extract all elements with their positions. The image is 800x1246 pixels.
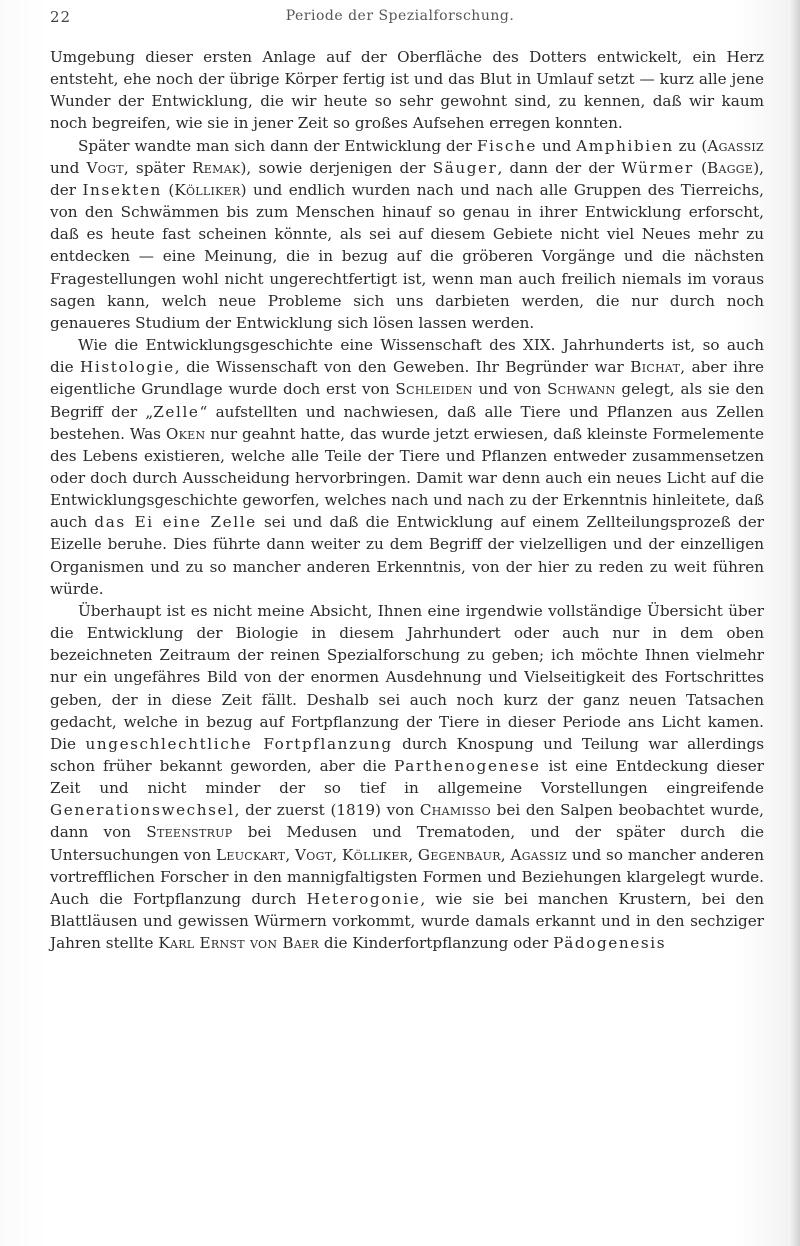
text-run: , der zuerst (1819) von <box>234 801 420 820</box>
author-name: Bagge <box>707 158 754 177</box>
text-run: ), sowie derjenigen der <box>240 158 433 177</box>
text-run: ist eine Entdeckung dieser Zeit und nicht minder der so tief in allgemeine Vorstellungen eingreifende <box>50 757 765 798</box>
author-name: Chamisso <box>419 801 491 820</box>
emphasized-term: Generationswechsel <box>50 801 235 820</box>
text-run: , dann der der <box>497 158 622 177</box>
paragraph <box>50 334 764 600</box>
author-name: Kölliker <box>341 845 409 864</box>
author-name: Steenstrup <box>146 823 233 842</box>
author-name: Kölliker <box>174 180 241 199</box>
emphasized-term: Heterogonie <box>306 889 421 908</box>
emphasized-term: Pädogenesis <box>553 934 667 953</box>
text-run: , wie sie bei manchen Krustern, bei den Blattläusen und gewissen Würmern vorkommt, wurde damals erkannt und in den sechziger Jahren stellte <box>50 889 765 953</box>
text-run: und so mancher anderen vortrefflichen Forscher in den mannigfaltigsten Formen und Beziehungen klargelegt wurde. Auch die Fortpflanzung durch <box>50 845 764 908</box>
text-run: , später <box>123 158 193 177</box>
running-head: Periode der Spezialforschung. <box>285 8 515 24</box>
emphasized-term: Insekten <box>82 180 162 199</box>
text-run: “ aufstellten und nachwiesen, daß alle Tiere und Pflanzen aus Zellen bestehen. Was <box>50 402 764 443</box>
paragraph <box>50 600 764 955</box>
text-run: gelegt, als sie den Begriff der „ <box>50 380 764 421</box>
text-run: bei Medusen und Trematoden, und der später durch die Untersuchungen von <box>50 823 764 864</box>
author-name: Agassiz <box>707 136 764 155</box>
text-run: und <box>537 136 577 155</box>
emphasized-term: das Ei eine Zelle <box>94 513 257 532</box>
author-name: Vogt <box>295 845 333 864</box>
text-run: ( <box>693 158 708 177</box>
text-run: Wie die Entwicklungsgeschichte eine Wissenschaft des XIX. Jahrhunderts ist, so auch die <box>50 336 764 377</box>
text-run: Umgebung dieser ersten Anlage auf der Oberfläche des Dotters entwickelt, ein Herz entsteht, ehe noch der übrige Körper fertig ist und das Blut in Umlauf setzt — kurz alle jene Wunder der Entwicklung, die wir heute so sehr gewohnt sind, zu kennen, daß wir kaum noch begreifen, wie sie in jener Zeit so großes Aufsehen erregen konnten. <box>50 48 764 133</box>
text-run: zu ( <box>673 136 708 155</box>
text-run: , <box>408 845 418 864</box>
text-run: durch Knospung und Teilung war allerdings schon früher bekannt geworden, aber die <box>50 734 764 775</box>
body-text <box>50 46 764 954</box>
emphasized-term: Zelle <box>153 402 200 421</box>
emphasized-term: Fische <box>476 136 538 155</box>
emphasized-term: ungeschlechtliche Fortpflanzung <box>85 734 393 753</box>
text-run: bei den Salpen beobachtet wurde, dann von <box>50 801 764 842</box>
text-run: und <box>50 158 87 177</box>
page-number: 22 <box>50 8 72 26</box>
paragraph <box>50 135 764 334</box>
author-name: Schleiden <box>395 380 473 399</box>
author-name: Schwann <box>547 380 616 399</box>
text-run: nur geahnt hatte, das wurde jetzt erwiesen, daß kleinste Formelemente des Lebens existieren, welche alle Teile der Tiere und Pflanzen entweder zusammensetzen oder doch durch Ausscheidung hervorbringen. Damit war denn auch ein neues Licht auf die Entwicklungsgeschichte geworfen, welches nach und nach zu der Erkenntnis hinleitete, daß auch <box>50 424 764 532</box>
text-run: und von <box>472 380 548 399</box>
text-run: Später wandte man sich dann der Entwicklung der <box>78 136 477 155</box>
author-name: Agassiz <box>510 845 568 864</box>
author-name: Leuckart <box>216 845 286 864</box>
emphasized-term: Histologie <box>80 358 175 377</box>
text-run: , <box>285 845 296 864</box>
page-edge-shadow <box>788 0 800 1246</box>
text-run: Überhaupt ist es nicht meine Absicht, Ihnen eine irgendwie vollständige Übersicht über die Entwicklung der Biologie in diesem Jahrhundert oder auch nur in dem oben bezeichneten Zeitraum der reinen Spezialforschung zu geben; ich möchte Ihnen vielmehr nur ein ungefähres Bild von der enormen Ausdehnung und Vielseitigkeit des Fortschrittes geben, der in diese Zeit fällt. Deshalb sei auch noch kurz der ganz neuen Tatsachen gedacht, welche in bezug auf Fortpflanzung der Tiere in dieser Periode ans Licht kamen. Die <box>50 601 764 753</box>
text-run: ) und endlich wurden nach und nach alle Gruppen des Tierreichs, von den Schwämmen bis zum Menschen hinauf so genau in ihrer Entwicklung erforscht, daß es heute fast scheinen könnte, als sei auf diesem Gebiete nicht viel Neues mehr zu entdecken — eine Meinung, die in bezug auf die gröberen Vorgänge und die nächsten Fragestellungen wohl nicht ungerechtfertigt ist, wenn man auch freilich niemals im voraus sagen kann, welch neue Probleme sich uns darbieten werden, die nur durch noch genaueres Studium der Entwicklung sich lösen lassen werden. <box>50 180 764 332</box>
emphasized-term: Parthenogenese <box>394 757 541 775</box>
text-run: , die Wissenschaft von den Geweben. Ihr Begründer war <box>174 358 631 377</box>
author-name: Gegenbaur <box>417 845 501 864</box>
text-run: ( <box>161 180 175 199</box>
paragraph <box>50 46 764 135</box>
emphasized-term: Würmer <box>621 158 694 177</box>
author-name: Oken <box>165 424 206 443</box>
author-name: Karl Ernst von Baer <box>158 934 320 953</box>
emphasized-term: Amphibien <box>576 136 674 155</box>
text-run: ), der <box>50 158 764 199</box>
author-name: Remak <box>192 158 241 177</box>
author-name: Vogt <box>86 158 124 177</box>
author-name: Bichat <box>630 358 681 377</box>
emphasized-term: Säuger <box>432 158 498 177</box>
text-run: sei und daß die Entwicklung auf einem Zellteilungsprozeß der Eizelle beruhe. Dies führte dann weiter zu dem Begriff der vielzelligen und der einzelligen Organismen und zu so mancher anderen Erkenntnis, von der hier zu reden zu weit führen würde. <box>50 513 765 598</box>
text-run: , aber ihre eigentliche Grundlage wurde doch erst von <box>50 358 764 399</box>
text-run: die Kinderfortpflanzung oder <box>319 934 554 953</box>
page-header <box>0 8 800 34</box>
text-run: , <box>500 845 511 864</box>
text-run: , <box>332 845 342 864</box>
